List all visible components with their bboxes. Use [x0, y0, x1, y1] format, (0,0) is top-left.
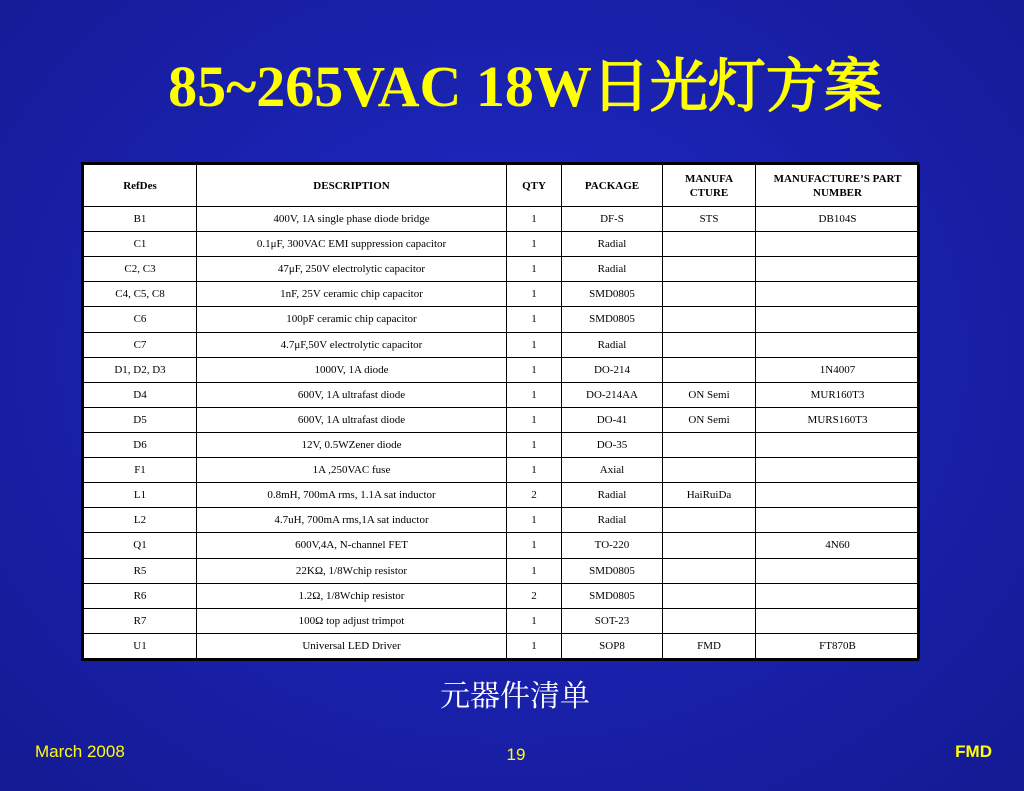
cell-part-number — [756, 583, 920, 608]
cell-part-number — [756, 307, 920, 332]
table-row — [84, 232, 920, 257]
cell-qty: 1 — [507, 382, 562, 407]
footer-brand: FMD — [955, 742, 992, 761]
cell-description: 1.2Ω, 1/8Wchip resistor — [197, 583, 507, 608]
cell-part-number — [756, 508, 920, 533]
table-row — [84, 583, 920, 608]
cell-description: 1A ,250VAC fuse — [197, 458, 507, 483]
cell-package: DO-214 — [562, 357, 663, 382]
cell-qty: 1 — [507, 432, 562, 457]
cell-part-number: 4N60 — [756, 533, 920, 558]
table-row — [84, 483, 920, 508]
cell-part-number — [756, 332, 920, 357]
cell-part-number: FT870B — [756, 633, 920, 658]
cell-refdes: C7 — [84, 332, 197, 357]
cell-qty: 1 — [507, 207, 562, 232]
header-description: DESCRIPTION — [197, 165, 507, 207]
cell-refdes: F1 — [84, 458, 197, 483]
bom-table-container — [81, 162, 919, 661]
cell-part-number — [756, 458, 920, 483]
cell-manufacturer — [663, 558, 756, 583]
table-caption: 元器件清单 — [440, 679, 590, 714]
cell-refdes: R6 — [84, 583, 197, 608]
bom-table — [83, 164, 920, 659]
cell-part-number — [756, 483, 920, 508]
table-row — [84, 458, 920, 483]
cell-part-number — [756, 558, 920, 583]
cell-description: 100Ω top adjust trimpot — [197, 608, 507, 633]
cell-description: 0.8mH, 700mA rms, 1.1A sat inductor — [197, 483, 507, 508]
cell-description: 0.1μF, 300VAC EMI suppression capacitor — [197, 232, 507, 257]
cell-qty: 1 — [507, 257, 562, 282]
cell-description: 600V,4A, N-channel FET — [197, 533, 507, 558]
cell-package: SOP8 — [562, 633, 663, 658]
cell-description: 1nF, 25V ceramic chip capacitor — [197, 282, 507, 307]
cell-description: 600V, 1A ultrafast diode — [197, 382, 507, 407]
cell-part-number — [756, 232, 920, 257]
cell-description: 22KΩ, 1/8Wchip resistor — [197, 558, 507, 583]
cell-description: Universal LED Driver — [197, 633, 507, 658]
cell-qty: 1 — [507, 282, 562, 307]
cell-package: Radial — [562, 257, 663, 282]
cell-description: 4.7uH, 700mA rms,1A sat inductor — [197, 508, 507, 533]
table-row — [84, 508, 920, 533]
cell-package: DF-S — [562, 207, 663, 232]
cell-refdes: L1 — [84, 483, 197, 508]
cell-manufacturer — [663, 583, 756, 608]
header-manufacturer: MANUFA CTURE — [663, 165, 756, 207]
table-row — [84, 533, 920, 558]
cell-refdes: D4 — [84, 382, 197, 407]
cell-manufacturer: HaiRuiDa — [663, 483, 756, 508]
table-row — [84, 282, 920, 307]
cell-manufacturer — [663, 508, 756, 533]
cell-manufacturer: FMD — [663, 633, 756, 658]
table-row — [84, 382, 920, 407]
cell-manufacturer — [663, 307, 756, 332]
cell-package: Radial — [562, 508, 663, 533]
table-row — [84, 633, 920, 658]
cell-package: SMD0805 — [562, 558, 663, 583]
table-row — [84, 207, 920, 232]
cell-manufacturer — [663, 232, 756, 257]
cell-manufacturer — [663, 357, 756, 382]
cell-package: SMD0805 — [562, 307, 663, 332]
cell-part-number — [756, 432, 920, 457]
cell-qty: 1 — [507, 307, 562, 332]
cell-refdes: R7 — [84, 608, 197, 633]
cell-refdes: Q1 — [84, 533, 197, 558]
cell-part-number: DB104S — [756, 207, 920, 232]
cell-part-number: MUR160T3 — [756, 382, 920, 407]
table-row — [84, 257, 920, 282]
cell-qty: 1 — [507, 332, 562, 357]
cell-package: Radial — [562, 232, 663, 257]
cell-description: 4.7μF,50V electrolytic capacitor — [197, 332, 507, 357]
table-row — [84, 307, 920, 332]
cell-refdes: D6 — [84, 432, 197, 457]
cell-manufacturer — [663, 458, 756, 483]
footer-date: March 2008 — [35, 742, 125, 761]
cell-description: 400V, 1A single phase diode bridge — [197, 207, 507, 232]
cell-package: DO-41 — [562, 407, 663, 432]
cell-package: SMD0805 — [562, 583, 663, 608]
cell-qty: 1 — [507, 458, 562, 483]
cell-qty: 1 — [507, 232, 562, 257]
cell-description: 12V, 0.5WZener diode — [197, 432, 507, 457]
cell-part-number: MURS160T3 — [756, 407, 920, 432]
table-row — [84, 357, 920, 382]
header-qty: QTY — [507, 165, 562, 207]
cell-refdes: C4, C5, C8 — [84, 282, 197, 307]
cell-package: TO-220 — [562, 533, 663, 558]
cell-refdes: C2, C3 — [84, 257, 197, 282]
cell-part-number — [756, 257, 920, 282]
table-header-row — [84, 165, 920, 207]
cell-package: SMD0805 — [562, 282, 663, 307]
cell-manufacturer: ON Semi — [663, 407, 756, 432]
cell-qty: 1 — [507, 508, 562, 533]
cell-refdes: C6 — [84, 307, 197, 332]
cell-part-number — [756, 282, 920, 307]
cell-refdes: B1 — [84, 207, 197, 232]
cell-refdes: R5 — [84, 558, 197, 583]
cell-package: Radial — [562, 483, 663, 508]
cell-refdes: D1, D2, D3 — [84, 357, 197, 382]
table-row — [84, 608, 920, 633]
cell-qty: 1 — [507, 558, 562, 583]
cell-refdes: L2 — [84, 508, 197, 533]
cell-qty: 1 — [507, 608, 562, 633]
cell-package: DO-214AA — [562, 382, 663, 407]
cell-refdes: D5 — [84, 407, 197, 432]
cell-package: Axial — [562, 458, 663, 483]
cell-package: SOT-23 — [562, 608, 663, 633]
cell-refdes: U1 — [84, 633, 197, 658]
cell-package: Radial — [562, 332, 663, 357]
table-row — [84, 407, 920, 432]
cell-qty: 2 — [507, 483, 562, 508]
header-part-number: MANUFACTURE’S PART NUMBER — [756, 165, 920, 207]
cell-qty: 1 — [507, 533, 562, 558]
cell-manufacturer — [663, 432, 756, 457]
cell-description: 1000V, 1A diode — [197, 357, 507, 382]
header-refdes: RefDes — [84, 165, 197, 207]
cell-manufacturer — [663, 533, 756, 558]
table-row — [84, 432, 920, 457]
table-row — [84, 332, 920, 357]
cell-description: 47μF, 250V electrolytic capacitor — [197, 257, 507, 282]
cell-manufacturer — [663, 332, 756, 357]
cell-part-number: 1N4007 — [756, 357, 920, 382]
cell-manufacturer — [663, 257, 756, 282]
cell-qty: 1 — [507, 407, 562, 432]
header-package: PACKAGE — [562, 165, 663, 207]
table-body — [84, 207, 920, 659]
cell-qty: 1 — [507, 633, 562, 658]
cell-package: DO-35 — [562, 432, 663, 457]
cell-part-number — [756, 608, 920, 633]
cell-description: 100pF ceramic chip capacitor — [197, 307, 507, 332]
cell-manufacturer — [663, 282, 756, 307]
footer-page-number: 19 — [506, 745, 526, 764]
cell-qty: 1 — [507, 357, 562, 382]
cell-description: 600V, 1A ultrafast diode — [197, 407, 507, 432]
cell-manufacturer: STS — [663, 207, 756, 232]
slide-title: 85~265VAC 18W日光灯方案 — [168, 54, 882, 119]
cell-manufacturer: ON Semi — [663, 382, 756, 407]
cell-refdes: C1 — [84, 232, 197, 257]
cell-manufacturer — [663, 608, 756, 633]
table-row — [84, 558, 920, 583]
cell-qty: 2 — [507, 583, 562, 608]
